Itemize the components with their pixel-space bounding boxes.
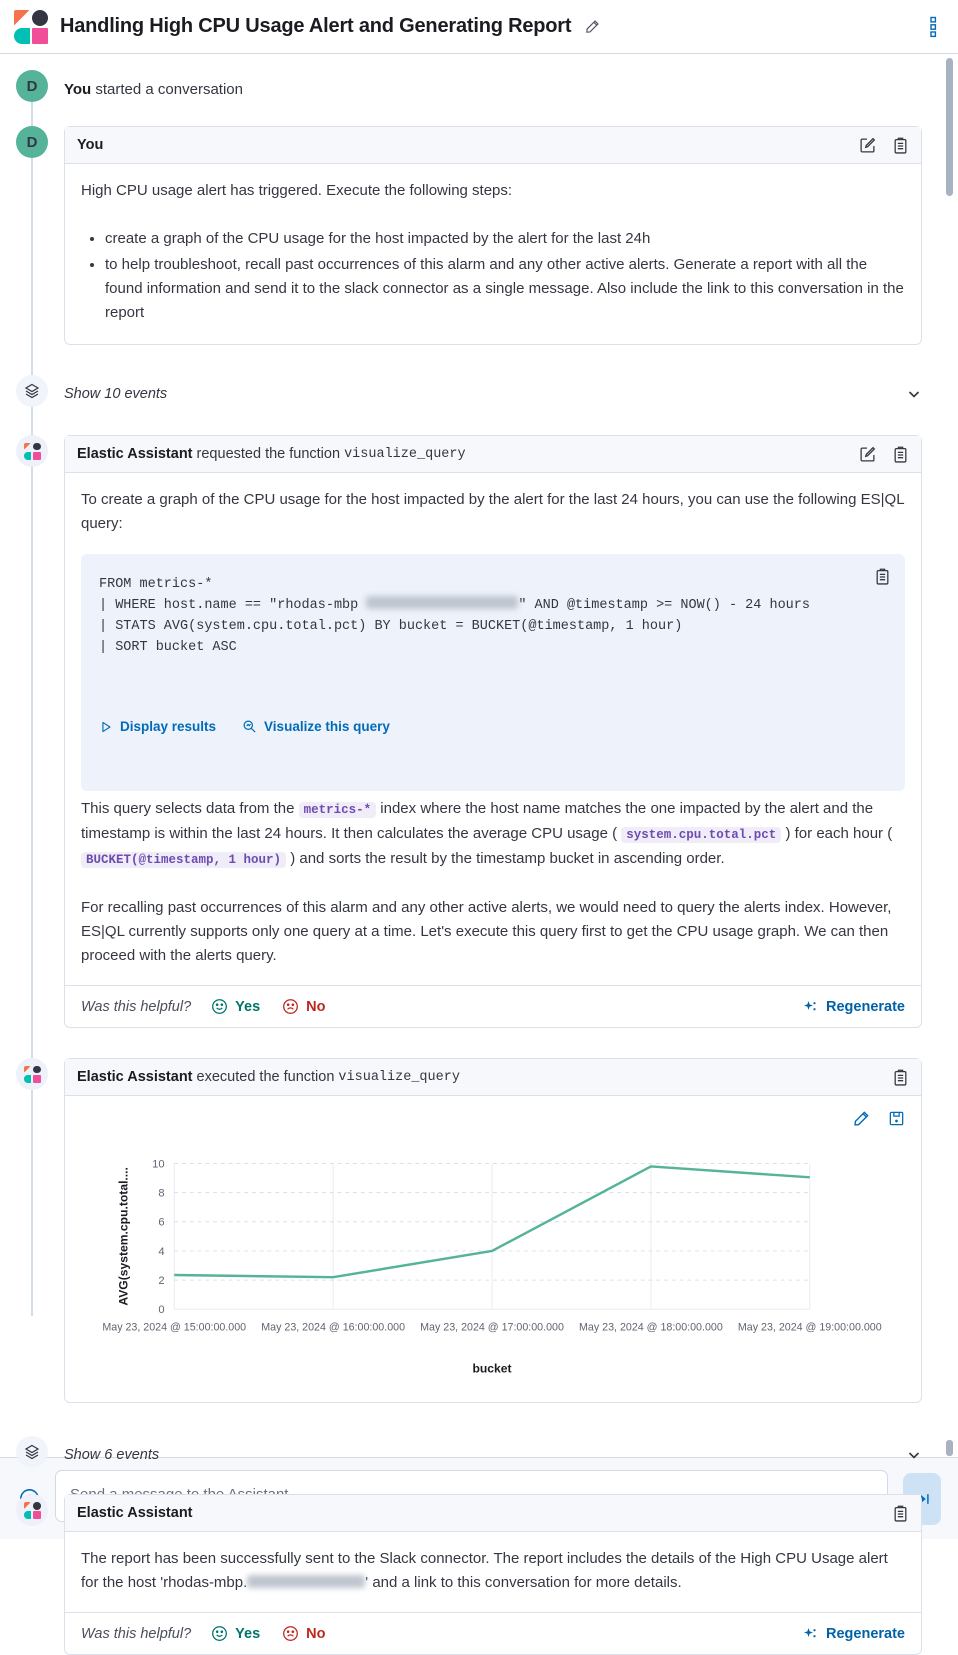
assistant-explanation-1: This query selects data from the metrics-* index where the host name matches the one impacted by the alert and the timestamp is within the last 24 hours. It then calculates the average CPU usage ( system.cpu.total.pct ) for each hour ( BUCKET(@timestamp, 1 hour) ) and sorts the result by the timestamp bucket in ascending order. bbox=[81, 800, 893, 867]
feedback-footer bbox=[65, 1612, 921, 1654]
inline-code: metrics-* bbox=[299, 802, 377, 818]
display-results-button[interactable]: Display results bbox=[99, 716, 216, 737]
chart-body bbox=[65, 1096, 921, 1402]
svg-text:May 23, 2024 @ 18:00:00.000: May 23, 2024 @ 18:00:00.000 bbox=[579, 1321, 723, 1334]
copy-message-icon[interactable] bbox=[892, 1069, 909, 1086]
user-avatar: D bbox=[16, 70, 48, 102]
assistant-explanation-2: For recalling past occurrences of this alarm and any other active alerts, we would need to query the alerts index. However, ES|QL currently supports only one query at a time. Let's execute this query first to get the CPU usage graph. We can then proceed with the alerts query. bbox=[81, 899, 892, 964]
copy-code-icon[interactable] bbox=[874, 568, 891, 585]
message-author: Elastic Assistant bbox=[77, 1069, 193, 1085]
conversation-header bbox=[0, 0, 958, 53]
message-author: Elastic Assistant bbox=[77, 446, 193, 462]
code-line: | STATS AVG(system.cpu.total.pct) BY bucket = BUCKET(@timestamp, 1 hour) bbox=[99, 619, 683, 634]
svg-text:2: 2 bbox=[158, 1274, 165, 1287]
assistant-request-panel bbox=[64, 435, 922, 1028]
visualize-query-button[interactable]: Visualize this query bbox=[242, 716, 390, 737]
conversation-start-row bbox=[16, 70, 922, 102]
redacted-hostname bbox=[247, 1575, 365, 1588]
show-events-label: Show 6 events bbox=[64, 1447, 160, 1464]
scrollbar-bottom-nub[interactable] bbox=[946, 1440, 953, 1456]
assistant-avatar bbox=[16, 435, 48, 467]
save-visualization-icon[interactable] bbox=[888, 1110, 905, 1127]
assistant-request-row bbox=[16, 435, 922, 1028]
svg-text:May 23, 2024 @ 16:00:00.000: May 23, 2024 @ 16:00:00.000 bbox=[261, 1321, 406, 1334]
svg-text:6: 6 bbox=[158, 1216, 165, 1229]
copy-message-icon[interactable] bbox=[892, 137, 909, 154]
collapsed-events-row-2[interactable] bbox=[16, 1436, 922, 1468]
chevron-down-icon[interactable] bbox=[906, 1441, 922, 1463]
user-message-row bbox=[16, 126, 922, 345]
collapsed-events-row-1[interactable] bbox=[16, 375, 922, 407]
user-message-intro: High CPU usage alert has triggered. Execute the following steps: bbox=[81, 182, 513, 199]
user-message-bullets bbox=[87, 227, 905, 325]
user-message-panel bbox=[64, 126, 922, 345]
layers-icon bbox=[16, 1436, 48, 1468]
elastic-assistant-logo-icon bbox=[14, 10, 48, 44]
scrollbar-thumb[interactable] bbox=[946, 58, 953, 196]
conversation-title: Handling High CPU Usage Alert and Generating Report bbox=[60, 15, 572, 37]
code-line: | SORT bucket ASC bbox=[99, 640, 237, 655]
message-author: You bbox=[77, 137, 104, 153]
feedback-yes-button[interactable]: Yes bbox=[211, 1625, 260, 1642]
code-line: FROM metrics-* bbox=[99, 577, 213, 592]
assistant-final-panel bbox=[64, 1494, 922, 1655]
feedback-no-button[interactable]: No bbox=[282, 998, 325, 1015]
redacted-hostname bbox=[366, 596, 518, 609]
assistant-request-header: Elastic Assistant requested the function visualize_query bbox=[65, 436, 921, 473]
svg-text:8: 8 bbox=[158, 1187, 165, 1200]
regenerate-button[interactable]: Regenerate bbox=[802, 999, 905, 1015]
assistant-chart-panel bbox=[64, 1058, 922, 1403]
svg-text:0: 0 bbox=[158, 1304, 165, 1317]
layers-icon bbox=[16, 375, 48, 407]
assistant-chart-header: Elastic Assistant executed the function visualize_query bbox=[65, 1059, 921, 1096]
svg-text:AVG(system.cpu.total....: AVG(system.cpu.total.... bbox=[116, 1167, 131, 1306]
user-avatar: D bbox=[16, 126, 48, 158]
feedback-yes-button[interactable]: Yes bbox=[211, 998, 260, 1015]
copy-message-icon[interactable] bbox=[892, 1505, 909, 1522]
esql-code-block bbox=[81, 554, 905, 791]
svg-text:bucket: bucket bbox=[472, 1361, 512, 1376]
cpu-usage-chart bbox=[79, 1146, 907, 1382]
helpful-question: Was this helpful? bbox=[81, 998, 192, 1015]
inline-code: BUCKET(@timestamp, 1 hour) bbox=[81, 852, 286, 868]
started-conversation-text: You started a conversation bbox=[64, 80, 243, 98]
helpful-question: Was this helpful? bbox=[81, 1625, 192, 1642]
function-name: visualize_query bbox=[338, 1069, 460, 1085]
regenerate-button[interactable]: Regenerate bbox=[802, 1626, 905, 1642]
assistant-final-header bbox=[65, 1495, 921, 1532]
feedback-no-button[interactable]: No bbox=[282, 1625, 325, 1642]
user-message-header bbox=[65, 127, 921, 164]
assistant-avatar bbox=[16, 1058, 48, 1090]
assistant-avatar bbox=[16, 1494, 48, 1526]
bullet-item: • to help troubleshoot, recall past occurrences of this alarm and any other active alerts. Generate a report with all the found information and send it to the slack connector as a single message. Also include the link to this conversation in the report bbox=[105, 253, 905, 325]
user-message-body bbox=[65, 164, 921, 344]
show-events-label: Show 10 events bbox=[64, 386, 168, 402]
assistant-request-body bbox=[65, 473, 921, 985]
bullet-item: • create a graph of the CPU usage for the host impacted by the alert for the last 24h bbox=[105, 227, 905, 251]
code-line: | WHERE host.name == "rhodas-mbp " AND @timestamp >= NOW() - 24 hours bbox=[99, 598, 810, 613]
assistant-chart-row bbox=[16, 1058, 922, 1403]
edit-title-pencil-icon[interactable] bbox=[585, 19, 600, 34]
edit-visualization-icon[interactable] bbox=[853, 1110, 870, 1127]
chevron-down-icon[interactable] bbox=[906, 380, 922, 402]
feedback-footer bbox=[65, 985, 921, 1027]
final-report-text: The report has been successfully sent to the Slack connector. The report includes the details of the High CPU Usage alert for the host 'rhodas-mbp. ' and a link to this conversation for more details. bbox=[81, 1550, 888, 1592]
function-name: visualize_query bbox=[344, 446, 466, 462]
edit-message-icon[interactable] bbox=[859, 137, 876, 154]
svg-text:May 23, 2024 @ 15:00:00.000: May 23, 2024 @ 15:00:00.000 bbox=[102, 1321, 247, 1334]
message-author: Elastic Assistant bbox=[77, 1505, 193, 1522]
copy-message-icon[interactable] bbox=[892, 446, 909, 463]
assistant-intro: To create a graph of the CPU usage for the host impacted by the alert for the last 24 hours, you can use the following ES|QL query: bbox=[81, 491, 904, 532]
svg-text:May 23, 2024 @ 17:00:00.000: May 23, 2024 @ 17:00:00.000 bbox=[420, 1321, 564, 1334]
conversation-menu-button[interactable] bbox=[922, 12, 944, 42]
svg-text:4: 4 bbox=[158, 1245, 165, 1258]
assistant-final-row bbox=[16, 1494, 922, 1655]
edit-message-icon[interactable] bbox=[859, 446, 876, 463]
conversation-scroll-area[interactable] bbox=[0, 54, 958, 1642]
svg-text:10: 10 bbox=[152, 1158, 165, 1171]
inline-code: system.cpu.total.pct bbox=[621, 827, 781, 843]
svg-text:May 23, 2024 @ 19:00:00.000: May 23, 2024 @ 19:00:00.000 bbox=[737, 1321, 882, 1334]
assistant-final-body bbox=[65, 1532, 921, 1612]
